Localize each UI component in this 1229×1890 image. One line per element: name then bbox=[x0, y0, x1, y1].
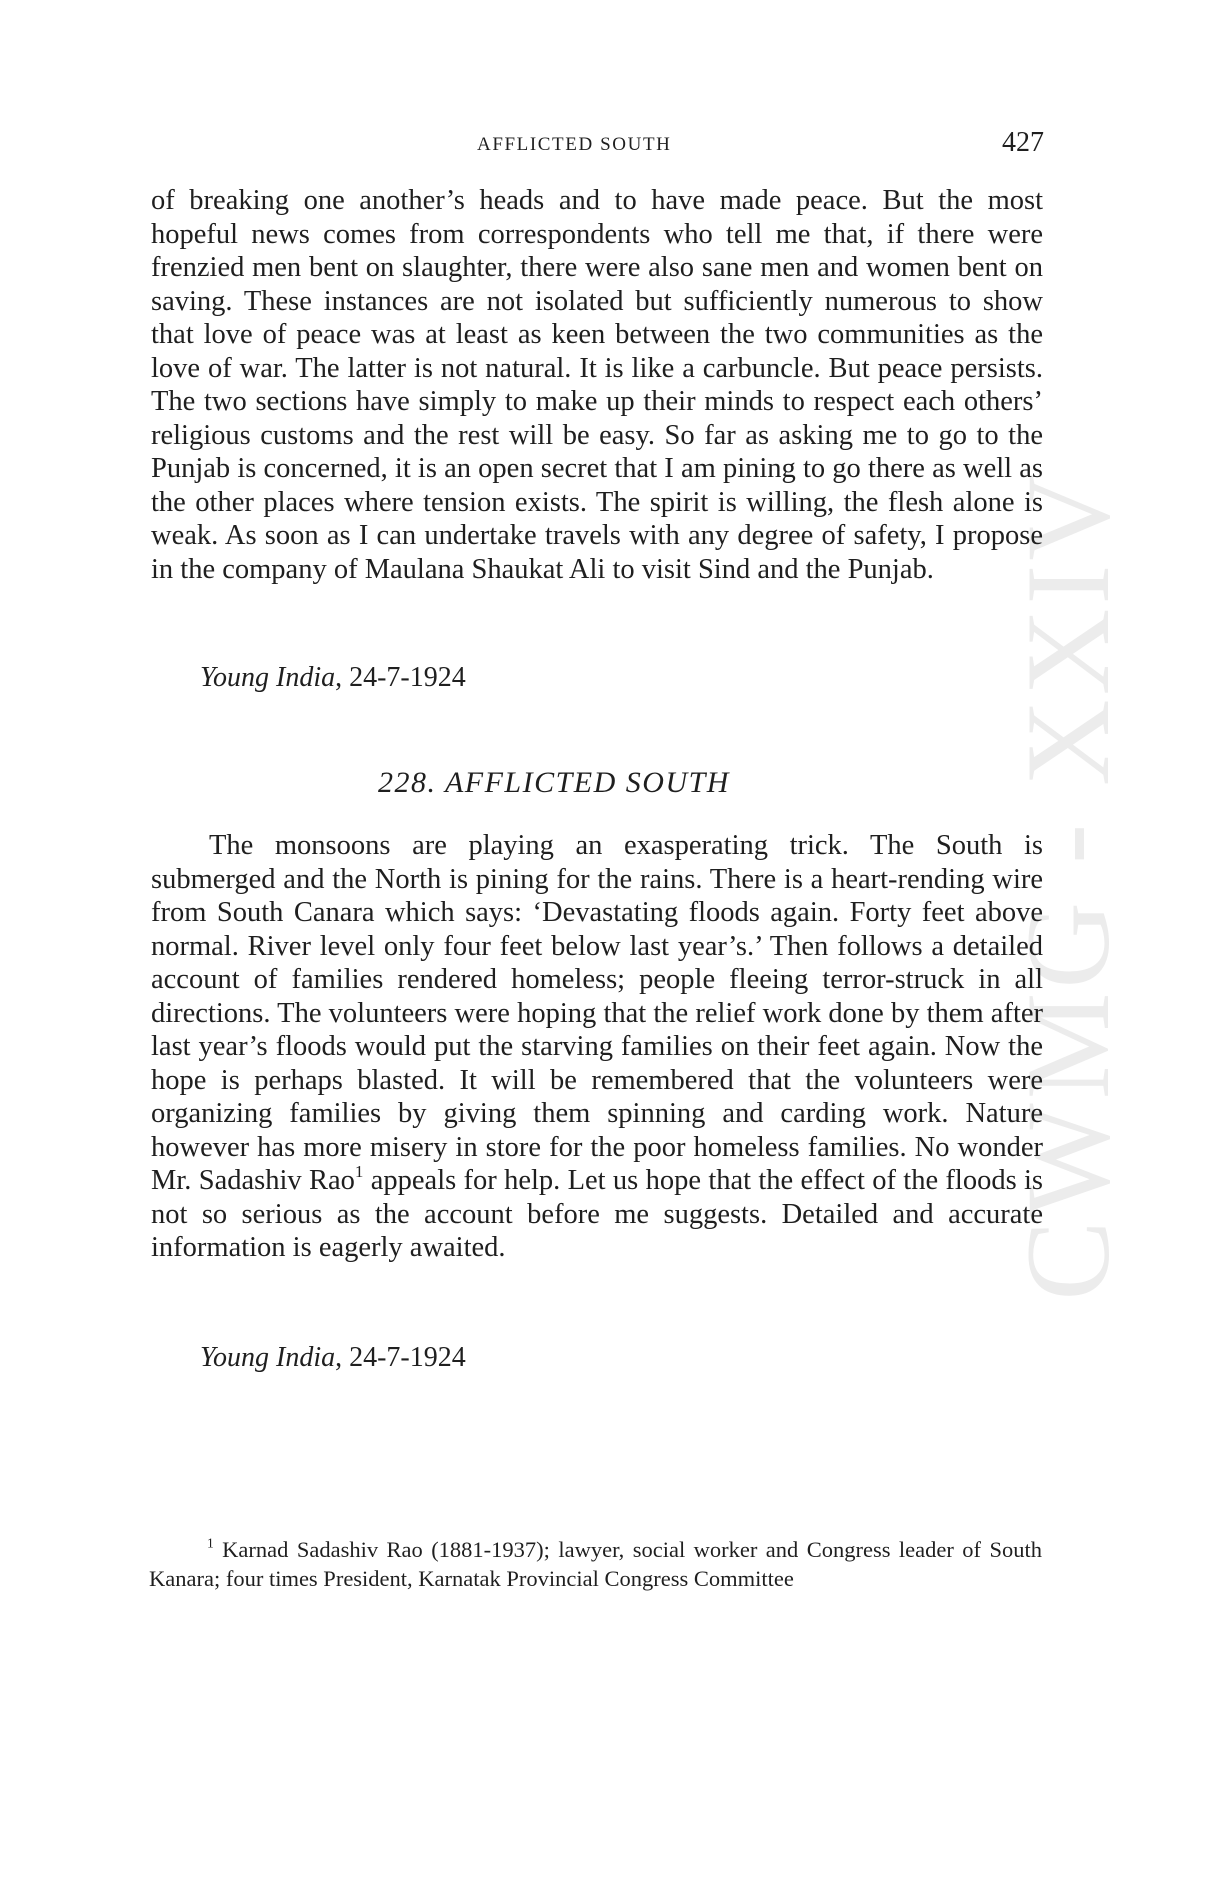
continued-text bbox=[151, 184, 1043, 586]
footnote bbox=[149, 1535, 1042, 1593]
footnote-text bbox=[149, 1535, 1042, 1593]
footnote-reference[interactable]: 1 bbox=[354, 1162, 364, 1182]
source-citation bbox=[200, 1342, 466, 1374]
source-publication: Young India bbox=[200, 662, 336, 693]
source-citation bbox=[200, 662, 466, 694]
running-header: AFFLICTED SOUTH bbox=[477, 134, 672, 155]
source-publication: Young India bbox=[200, 1342, 336, 1373]
watermark: CWMG - XXIV bbox=[1001, 470, 1134, 1301]
footnote-marker: 1 bbox=[207, 1535, 214, 1551]
article-paragraph-part2: appeals for help. Let us hope that the effect of the floods is not so serious as the account before me suggests. Detailed and accurate information is eagerly awaited. bbox=[151, 1165, 1044, 1263]
continued-paragraph: of breaking one another’s heads and to have made peace. But the most hopeful news comes from correspondents who tell me that, if there were frenzied men bent on slaughter, there were also sane men and women bent on saving. These instances are not isolated but sufficiently numerous to show that love of peace was at least as keen between the two communities as the love of war. The latter is not natural. It is like a carbuncle. But peace persists. The two sections have simply to make up their minds to respect each others’ religious customs and the rest will be easy. So far as asking me to go to the Punjab is concerned, it is an open secret that I am pining to go there as well as the other places where tension exists. The spirit is willing, the flesh alone is weak. As soon as I can undertake travels with any degree of safety, I propose in the company of Maulana Shaukat Ali to visit Sind and the Punjab. bbox=[151, 185, 1043, 585]
article-body bbox=[151, 829, 1043, 1265]
article-title: 228. AFFLICTED SOUTH bbox=[378, 766, 730, 799]
source-date: , 24-7-1924 bbox=[335, 662, 466, 693]
article-paragraph bbox=[151, 829, 1043, 1265]
page-number: 427 bbox=[1002, 127, 1044, 158]
footnote-body: Karnad Sadashiv Rao (1881-1937); lawyer, social worker and Congress leader of South Kanara; four times President, Karnatak Provincial Congress Committee bbox=[149, 1537, 1042, 1591]
source-date: , 24-7-1924 bbox=[335, 1342, 466, 1373]
article-paragraph-part1: The monsoons are playing an exasperating trick. The South is submerged and the North is pining for the rains. There is a heart-rending wire from South Canara which says: ‘Devastating floods again. Forty feet above normal. River level only four feet below last year’s.’ Then follows a detailed account of families rendered homeless; people fleeing terror-struck in all directions. The volunteers were hoping that the relief work done by them after last year’s floods would put the starving families on their feet again. Now the hope is perhaps blasted. It will be remembered that the volunteers were organizing families by giving them spinning and carding work. Nature however has more misery in store for the poor homeless families. No wonder Mr. Sadashiv Rao bbox=[151, 830, 1043, 1196]
